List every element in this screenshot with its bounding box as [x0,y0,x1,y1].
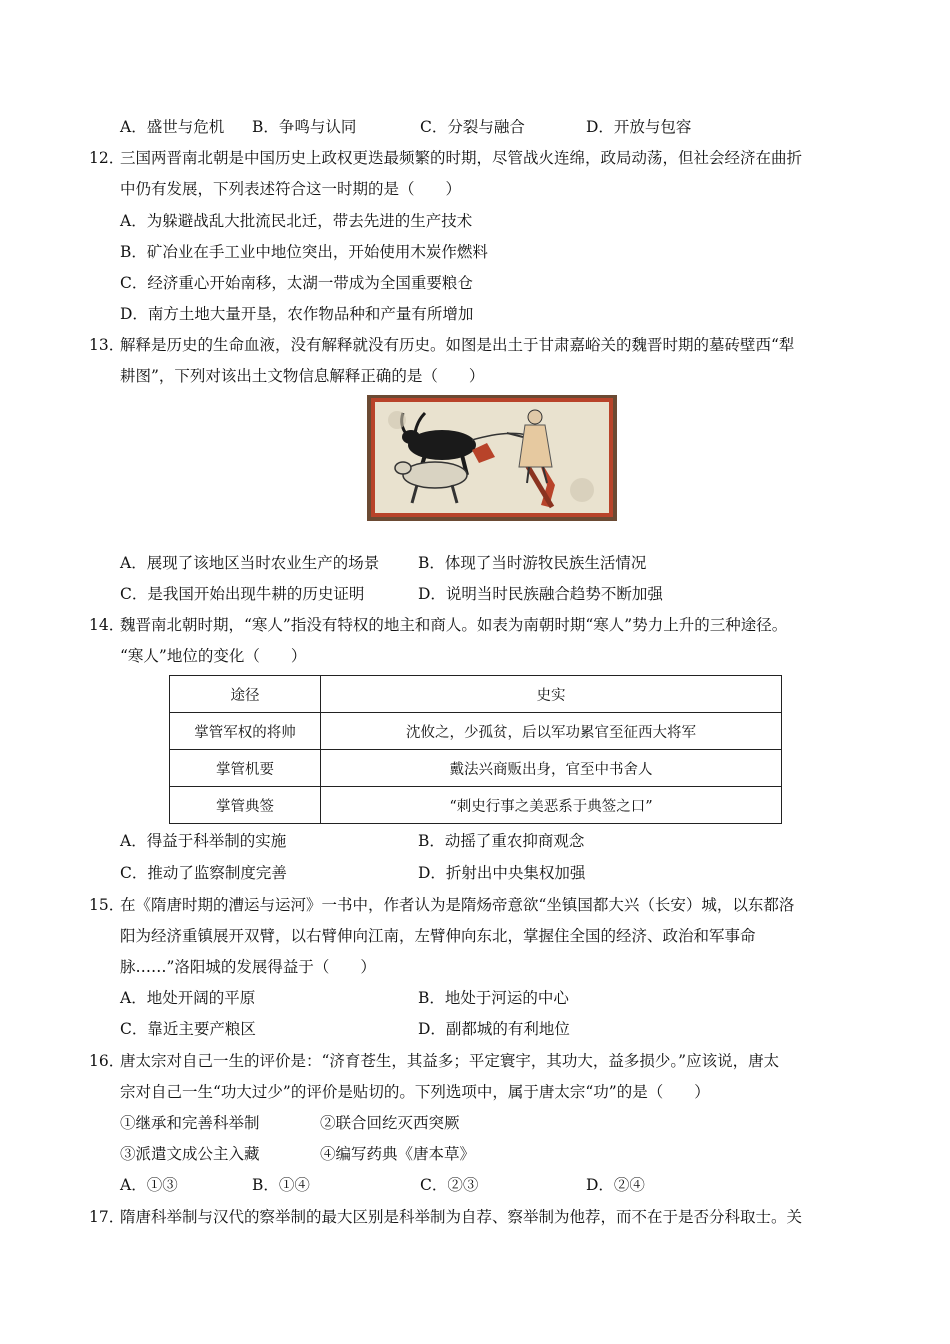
q13-option-c: C．是我国开始出现牛耕的历史证明 [120,585,365,603]
table-header-path: 途径 [170,676,321,713]
q16-option-b: B．①④ [252,1176,310,1194]
q15-number: 15． [89,896,125,914]
q13-option-d: D．说明当时民族融合趋势不断加强 [418,585,663,603]
q14-option-a: A．得益于科举制的实施 [120,832,287,850]
q12-option-d: D．南方土地大量开垦，农作物品种和产量有所增加 [120,305,474,323]
q12-option-b: B．矿冶业在手工业中地位突出，开始使用木炭作燃料 [120,243,488,261]
table-header-facts: 史实 [321,676,782,713]
table-row [170,750,782,787]
q14-option-c: C．推动了监察制度完善 [120,864,287,882]
q14-option-b: B．动摇了重农抑商观念 [418,832,585,850]
q14-option-d: D．折射出中央集权加强 [418,864,586,882]
q16-item-1: ①继承和完善科举制 [120,1114,260,1132]
q14-stem-line-2: “寒人”地位的变化（ ） [120,647,307,665]
q16-item-2: ②联合回纥灭西突厥 [320,1114,460,1132]
q11-option-b: B．争鸣与认同 [252,118,357,136]
q12-option-a: A．为躲避战乱大批流民北迁，带去先进的生产技术 [120,212,473,230]
q17-number: 17． [89,1208,125,1226]
q16-stem-line-2: 宗对自己一生“功大过少”的评价是贴切的。下列选项中，属于唐太宗“功”的是（ ） [120,1083,710,1101]
q11-option-d: D．开放与包容 [586,118,692,136]
table-cell: 掌管机要 [170,750,321,787]
plowing-mural-image [367,395,617,521]
q15-stem-line-2: 阳为经济重镇展开双臂，以右臂伸向江南，左臂伸向东北，掌握住全国的经济、政治和军事命 [120,927,756,945]
q13-option-b: B．体现了当时游牧民族生活情况 [418,554,647,572]
q15-option-a: A．地处开阔的平原 [120,989,256,1007]
q15-stem-line-1: 在《隋唐时期的漕运与运河》一书中，作者认为是隋炀帝意欲“坐镇国都大兴（长安）城，以东都洛 [120,896,795,914]
table-cell: “刺史行事之美恶系于典签之口” [321,787,782,824]
q16-item-4: ④编写药典《唐本草》 [320,1145,476,1163]
q14-stem-line-1: 魏晋南北朝时期，“寒人”指没有特权的地主和商人。如表为南朝时期“寒人”势力上升的三种途径。 [120,616,788,634]
table-cell: 沈攸之，少孤贫，后以军功累官至征西大将军 [321,713,782,750]
q15-option-c: C．靠近主要产粮区 [120,1020,256,1038]
q13-option-a: A．展现了该地区当时农业生产的场景 [120,554,380,572]
table-header-row [170,676,782,713]
q16-item-3: ③派遣文成公主入藏 [120,1145,260,1163]
q11-option-c: C．分裂与融合 [420,118,525,136]
q14-number: 14． [89,616,125,634]
q15-option-b: B．地处于河运的中心 [418,989,569,1007]
q13-stem-line-2: 耕图”，下列对该出土文物信息解释正确的是（ ） [120,367,485,385]
q12-option-c: C．经济重心开始南移，太湖一带成为全国重要粮仓 [120,274,473,292]
q16-option-d: D．②④ [586,1176,645,1194]
table-cell: 掌管军权的将帅 [170,713,321,750]
hanren-table [169,675,782,824]
q16-option-c: C．②③ [420,1176,479,1194]
q16-option-a: A．①③ [120,1176,178,1194]
q15-stem-line-3: 脉……”洛阳城的发展得益于（ ） [120,958,376,976]
q16-stem-line-1: 唐太宗对自己一生的评价是：“济育苍生，其益多；平定寰宇，其功大，益多损少。”应该说，唐太 [120,1052,780,1070]
table-row [170,713,782,750]
table-cell: 掌管典签 [170,787,321,824]
table-row [170,787,782,824]
plowing-mural-illustration [367,395,617,521]
q13-number: 13． [89,336,125,354]
q12-number: 12． [89,149,125,167]
q16-number: 16． [89,1052,125,1070]
q17-stem-line-1: 隋唐科举制与汉代的察举制的最大区别是科举制为自荐、察举制为他荐，而不在于是否分科取士。关 [120,1208,803,1226]
table-cell: 戴法兴商贩出身，官至中书舍人 [321,750,782,787]
q15-option-d: D．副都城的有利地位 [418,1020,570,1038]
q12-stem-line-1: 三国两晋南北朝是中国历史上政权更迭最频繁的时期，尽管战火连绵，政局动荡，但社会经济在曲折 [120,149,803,167]
q11-option-a: A．盛世与危机 [120,118,225,136]
q12-stem-line-2: 中仍有发展，下列表述符合这一时期的是（ ） [120,180,462,198]
q13-stem-line-1: 解释是历史的生命血液，没有解释就没有历史。如图是出土于甘肃嘉峪关的魏晋时期的墓砖壁西“犁 [120,336,795,354]
